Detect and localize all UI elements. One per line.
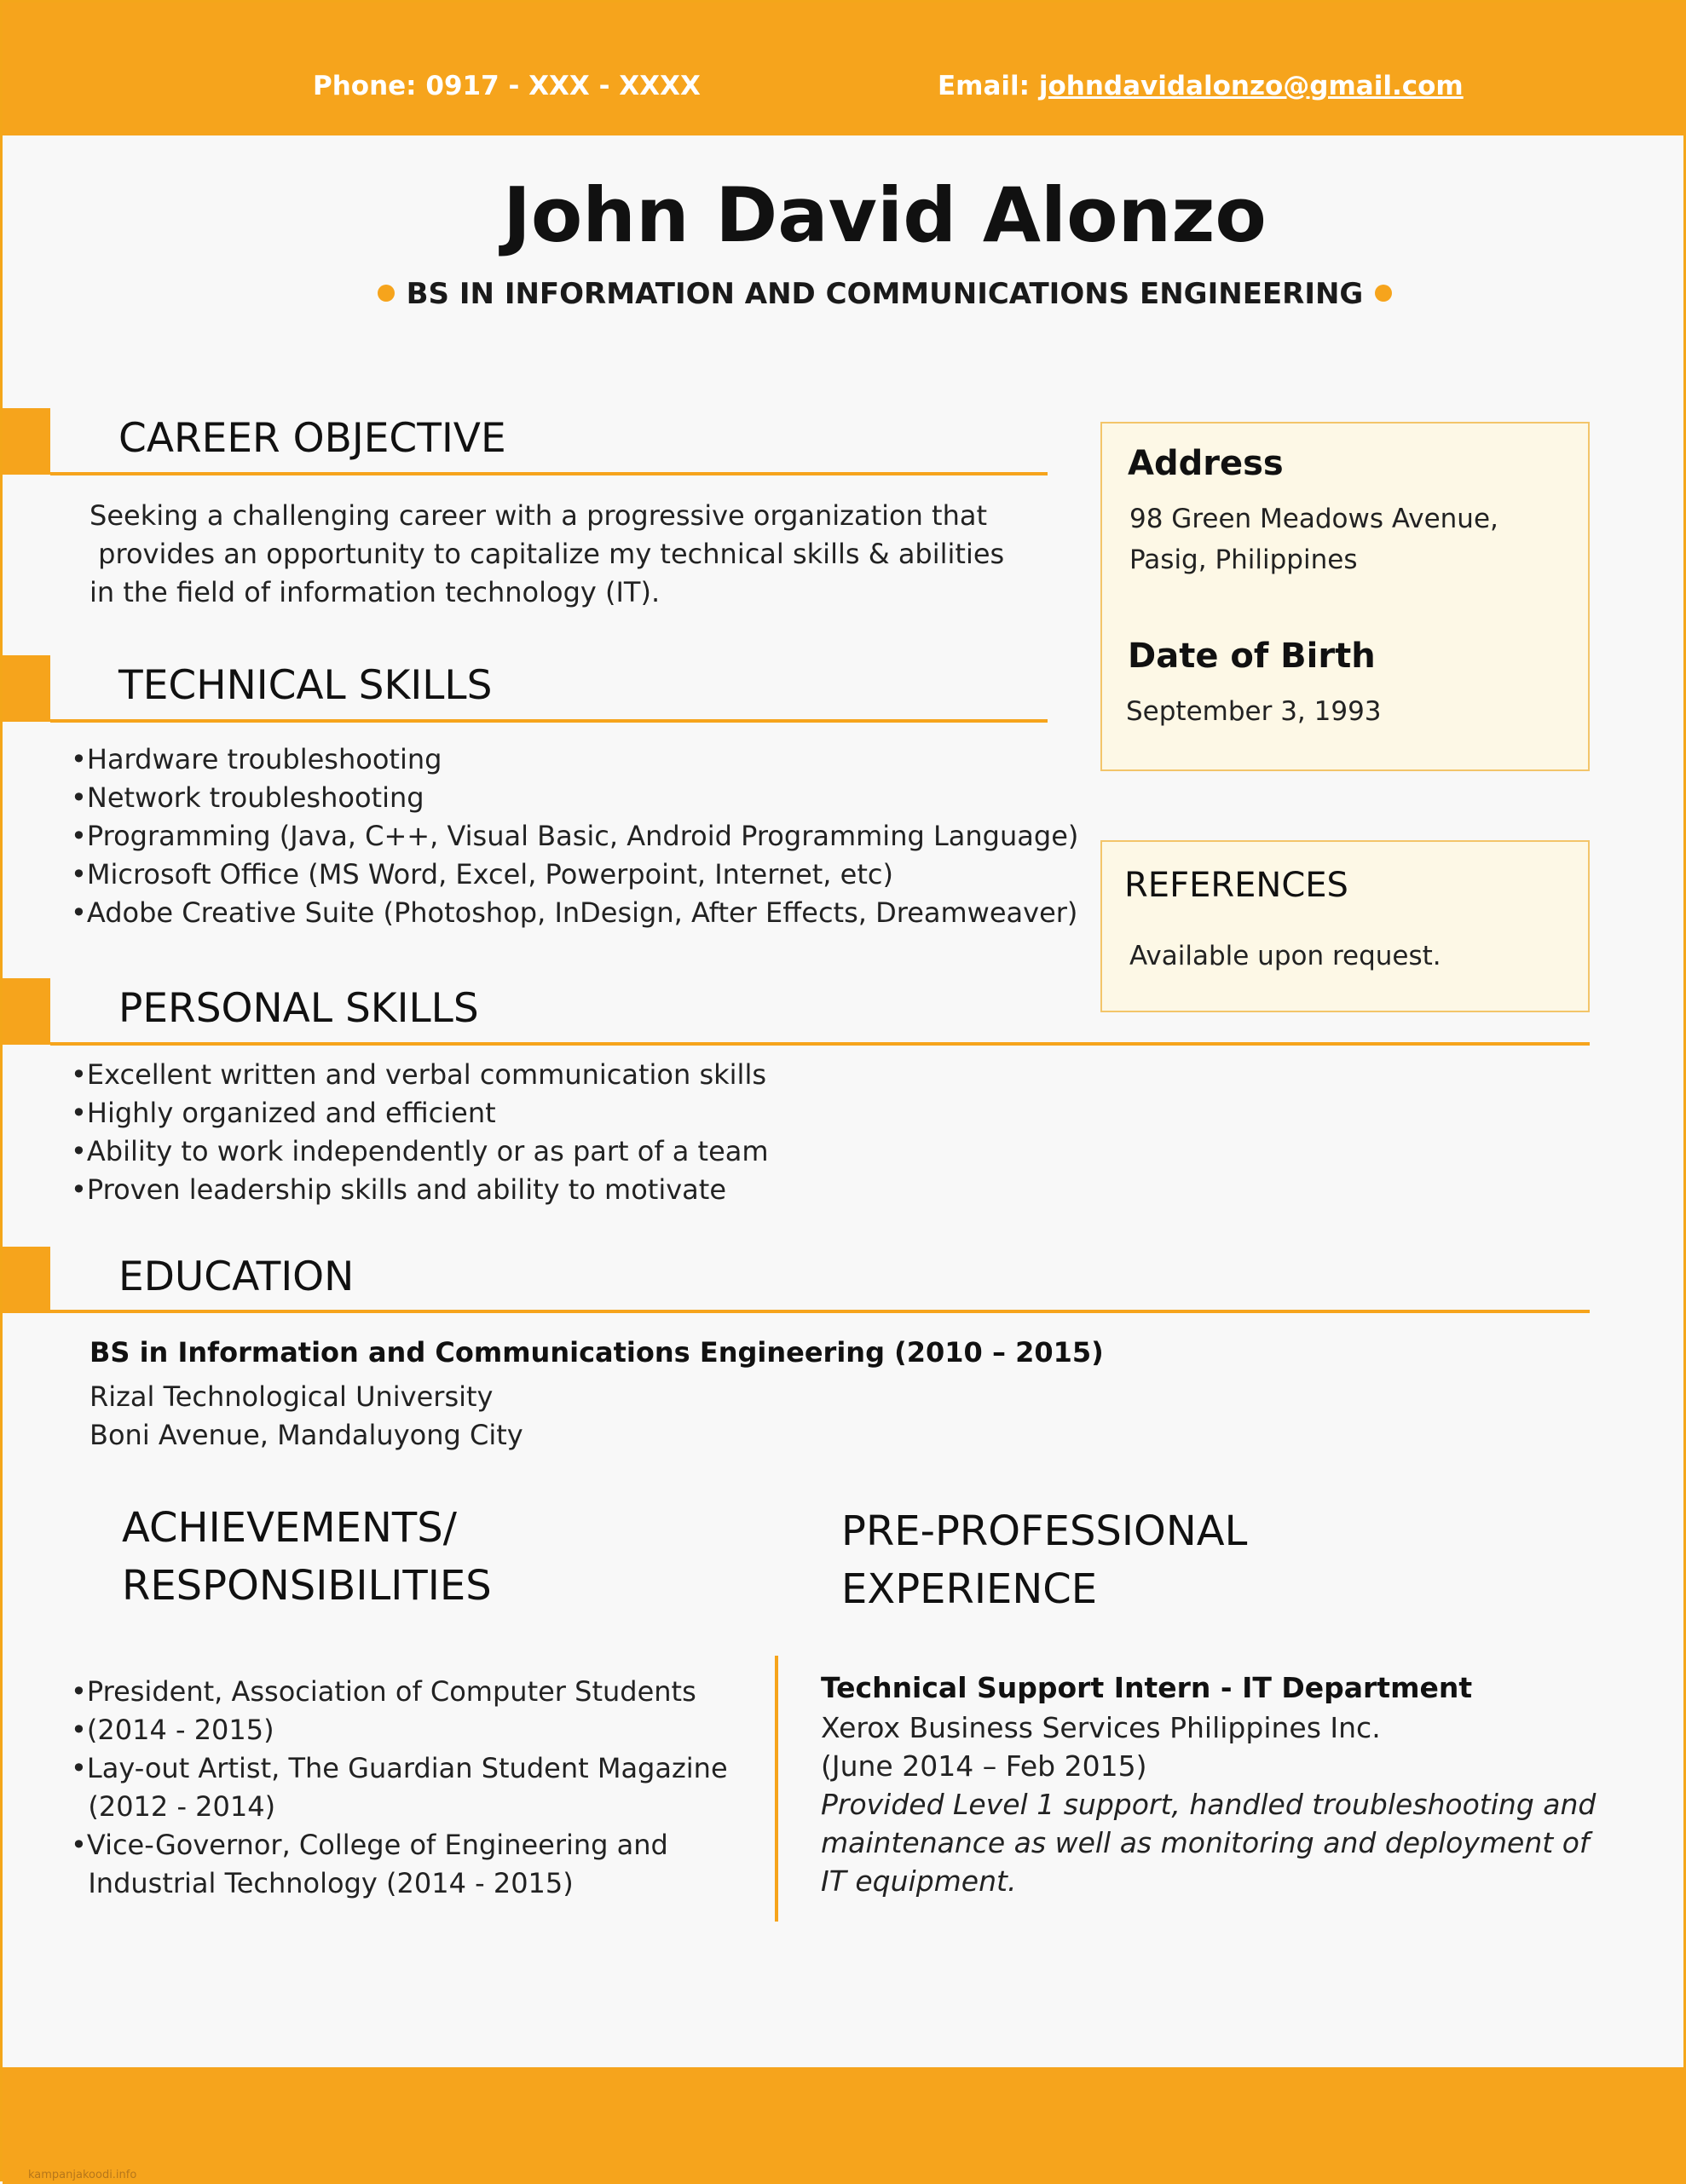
section-divider	[50, 1310, 1590, 1313]
references-label: REFERENCES	[1124, 866, 1348, 905]
list-item: •(2014 - 2015)	[71, 1714, 274, 1746]
education-title: EDUCATION	[118, 1253, 355, 1300]
experience-details: Xerox Business Services Philippines Inc. (June 2014 – Feb 2015)	[821, 1711, 1381, 1783]
bullet-dot-icon	[378, 285, 395, 302]
career-objective-text: Seeking a challenging career with a progressive organization that provides an opportunity to capitalize my technical skills & abilities in the field of information technology (IT).	[89, 499, 1005, 608]
achievements-title: ACHIEVEMENTS/ RESPONSIBILITIES	[122, 1504, 492, 1610]
phone-text: Phone: 0917 - XXX - XXXX	[313, 71, 701, 101]
experience-description: Provided Level 1 support, handled troubleshooting and maintenance as well as monitoring and deployment of IT equipment.	[821, 1788, 1597, 1898]
footer-bar	[3, 2067, 1686, 2184]
list-item: Industrial Technology (2014 - 2015)	[71, 1867, 574, 1899]
technical-skills-list	[71, 740, 1078, 932]
list-item: •Programming (Java, C++, Visual Basic, Android Programming Language)	[71, 820, 1079, 852]
dob-value: September 3, 1993	[1126, 696, 1382, 727]
experience-job-title: Technical Support Intern - IT Department	[821, 1671, 1473, 1704]
experience-title: PRE-PROFESSIONAL EXPERIENCE	[841, 1507, 1248, 1613]
list-item: •Adobe Creative Suite (Photoshop, InDesign, After Effects, Dreamweaver)	[71, 896, 1078, 929]
list-item: •Microsoft Office (MS Word, Excel, Powerpoint, Internet, etc)	[71, 858, 893, 890]
list-item: •Excellent written and verbal communication skills	[71, 1058, 766, 1091]
bullet-dot-icon	[1375, 285, 1392, 302]
personal-skills-title: PERSONAL SKILLS	[118, 985, 479, 1032]
list-item: (2012 - 2014)	[71, 1790, 276, 1823]
list-item: •Proven leadership skills and ability to motivate	[71, 1173, 726, 1206]
references-box	[1100, 840, 1590, 1012]
email-label: Email:	[938, 71, 1039, 101]
degree-line	[3, 277, 1686, 311]
list-item: •Lay-out Artist, The Guardian Student Magazine	[71, 1752, 728, 1784]
section-marker	[3, 408, 50, 475]
list-item: •Highly organized and efficient	[71, 1097, 496, 1129]
section-divider	[50, 472, 1048, 475]
section-marker	[3, 978, 50, 1045]
list-item: •President, Association of Computer Students	[71, 1675, 696, 1708]
column-divider	[775, 1656, 778, 1922]
section-marker	[3, 655, 50, 722]
list-item: •Ability to work independently or as part of a team	[71, 1135, 769, 1167]
technical-skills-title: TECHNICAL SKILLS	[118, 662, 493, 709]
email-link[interactable]: johndavidalonzo@gmail.com	[1038, 71, 1464, 101]
section-divider	[50, 719, 1048, 723]
list-item: •Network troubleshooting	[71, 781, 424, 814]
dob-label: Date of Birth	[1128, 637, 1376, 676]
email-contact	[938, 71, 1464, 101]
education-degree: BS in Information and Communications Engineering (2010 – 2015)	[89, 1336, 1104, 1369]
candidate-name: John David Alonzo	[503, 171, 1267, 259]
references-value: Available upon request.	[1129, 941, 1441, 971]
achievements-list	[71, 1673, 728, 1903]
list-item: •Hardware troubleshooting	[71, 743, 442, 775]
section-marker	[3, 1247, 50, 1313]
watermark-text: kampanjakoodi.info	[28, 2169, 137, 2181]
education-school: Rizal Technological University Boni Avenue, Mandaluyong City	[89, 1380, 523, 1451]
header-bar	[3, 3, 1686, 135]
degree-text: BS IN INFORMATION AND COMMUNICATIONS ENGINEERING	[406, 277, 1364, 311]
career-objective-title: CAREER OBJECTIVE	[118, 415, 506, 462]
personal-info-box	[1100, 422, 1590, 771]
list-item: •Vice-Governor, College of Engineering and	[71, 1829, 668, 1861]
address-label: Address	[1128, 444, 1284, 483]
personal-skills-list	[71, 1056, 769, 1209]
address-value: 98 Green Meadows Avenue, Pasig, Philippines	[1129, 504, 1498, 575]
section-divider	[50, 1042, 1590, 1046]
